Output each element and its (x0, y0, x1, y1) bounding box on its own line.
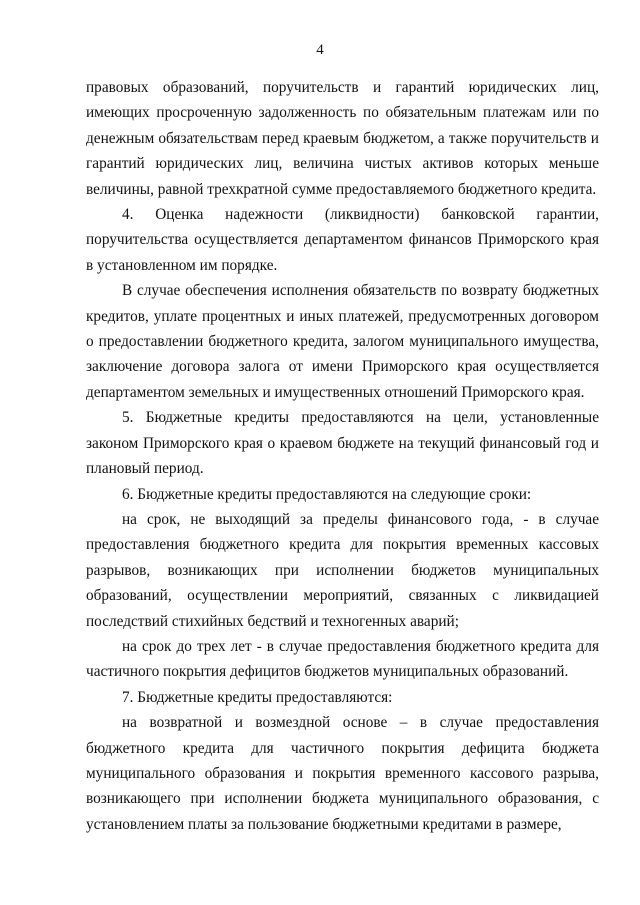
paragraph-item-6: 6. Бюджетные кредиты предоставляются на следующие сроки: (122, 485, 532, 503)
paragraph-item-7: 7. Бюджетные кредиты предоставляются: (122, 688, 393, 706)
paragraph-term-fiscal-year: на срок, не выходящий за пределы финансового года, - в случае предоставления бюджетного кредита для покрытия временных кассовых разрывов, возникающих при исполнении бюджетов муниципальных образований, осуществлении мероприятий, связанных с ликвидацией последствий стихийных бедствий и техногенных аварий; (86, 510, 599, 630)
paragraph-item-4: 4. Оценка надежности (ликвидности) банковской гарантии, поручительства осуществляется департаментом финансов Приморского края в установленном им порядке. (86, 206, 599, 274)
paragraph-pledge: В случае обеспечения исполнения обязательств по возврату бюджетных кредитов, уплате процентных и иных платежей, предусмотренных договором о предоставлении бюджетного кредита, залогом муниципального имущества, заключение договора залога от имени Приморского края осуществляется департаментом земельных и имущественных отношений Приморского края. (86, 282, 599, 401)
paragraph-item-5: 5. Бюджетные кредиты предоставляются на цели, установленные законом Приморского края о краевом бюджете на текущий финансовый год и плановый период. (86, 409, 599, 478)
paragraph-term-three-years: на срок до трех лет - в случае предоставления бюджетного кредита для частичного покрытия дефицитов бюджетов муниципальных образований. (86, 637, 599, 681)
paragraph-continuation: правовых образований, поручительств и гарантий юридических лиц, имеющих просроченную задолженность по обязательным платежам или по денежным обязательствам перед краевым бюджетом, а также поручительств и гарантий юридических лиц, величина чистых активов которых меньше величины, равной трехкратной сумме предоставляемого бюджетного кредита. (86, 79, 599, 198)
paragraph-repayable-basis: на возвратной и возмездной основе – в случае предоставления бюджетного кредита для частичного покрытия дефицита бюджета муниципального образования и покрытия временного кассового разрыва, возникающего при исполнении бюджета муниципального образования, с установлением платы за пользование бюджетными кредитами в размере, (86, 714, 599, 833)
document-body (86, 75, 599, 837)
page-number: 4 (316, 42, 324, 58)
